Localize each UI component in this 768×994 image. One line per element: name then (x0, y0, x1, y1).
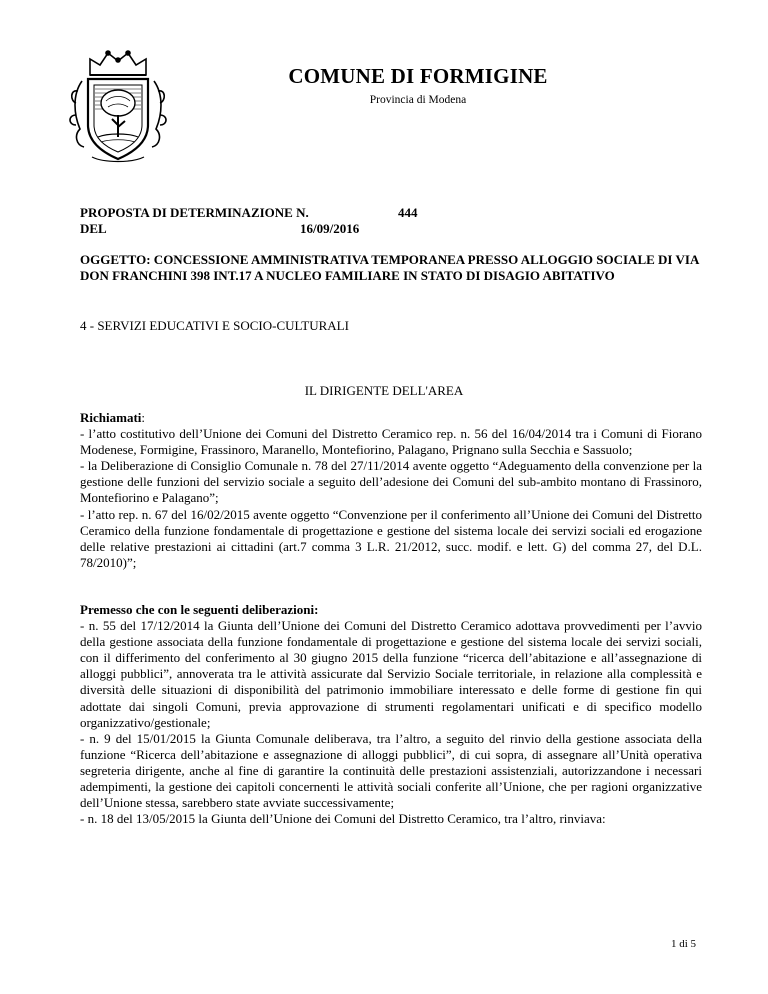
director-heading: IL DIRIGENTE DELL'AREA (304, 383, 464, 398)
premesso-heading: Premesso che con le seguenti deliberazioni: (80, 601, 319, 617)
province-subtitle: Provincia di Modena (369, 94, 467, 106)
paragraph: - n. 55 del 17/12/2014 la Giunta dell’Unione dei Comuni del Distretto Ceramico adottava provvedimenti per l’avvio della gestione associata della funzione fondamentale di progettazione e gestione del sistema locale dei servizi sociali, con il differimento del conferimento al 30 giugno 2015 della funzione “ricerca dell’abitazione e all’assegnazione di alloggi pubblici”, annoverata tra le attività assicurate dal Servizio Sociale territoriale, in relazione alla complessità e diversità delle situazioni di disponibilità del patrimonio immobiliare interessato e delle forme di gestione fin qui adottate dai singoli Comuni, previa approvazione di strumenti regolamentari unificati e di specifico modello organizzativo/gestionale; (80, 618, 702, 730)
coat-of-arms-logo (68, 45, 168, 165)
paragraph: - n. 9 del 15/01/2015 la Giunta Comunale deliberava, tra l’altro, a seguito del rinvio della gestione associata della funzione “Ricerca dell’abitazione e assegnazione di alloggi pubblici”, di cui sopra, di assegnare all’Unità operativa segreteria dirigente, anche al fine di garantire la continuità delle prestazioni assistenziali, autorizzandone i necessari adempimenti, la gestione dei capitoli concernenti le attività sociali conferite all’Unione, che per ragioni organizzative dell’Unione stessa, sarebbero state avviate successivamente; (80, 730, 702, 811)
date-label: DEL (80, 221, 107, 236)
proposal-number: 444 (398, 205, 418, 220)
paragraph: - n. 18 del 13/05/2015 la Giunta dell’Unione dei Comuni del Distretto Ceramico, tra l’altro, rinviava: (80, 811, 606, 827)
document-body: Richiamati: - l’atto costitutivo dell’Unione dei Comuni del Distretto Ceramico rep. n. 56 del 16/04/2014 tra i Comuni di Fiorano Modenese, Formigine, Frassinoro, Maranello, Montefiorino, Palagano, Prignano sulla Secchia e Sassuolo; - la Deliberazione di Consiglio Comunale n. 78 del 27/11/2014 avente oggetto “Adeguamento della convenzione per la gestione delle funzioni del servizio sociale a seguito dell’adesione dei Comuni del sub-ambito montano di Frassinoro, Montefiorino e Palagano”; - l’atto rep. n. 67 del 16/02/2015 avente oggetto “Convenzione per il conferimento all’Unione dei Comuni del Distretto Ceramico della funzione fondamentale di progettazione e gestione del sistema locale dei servizi sociali ed erogazione delle relative prestazioni ai cittadini (art.7 comma 3 L.R. 21/2012, succ. modif. e lett. G) del comma 27, del D.L. 78/2010)”; Premesso che con le seguenti deliberazioni: - n. 55 del 17/12/2014 la Giunta dell’Unione dei Comuni del Distretto Ceramico adottava provvedimenti per l’avvio della gestione associata della funzione fondamentale di progettazione e gestione del sistema locale dei servizi sociali, con il differimento del conferimento al 30 giugno 2015 della funzione “ricerca dell’abitazione e all’assegnazione di alloggi pubblici”, annoverata tra le attività assicurate dal Servizio Sociale territoriale, in relazione alla complessità e diversità delle situazioni di disponibilità del patrimonio immobiliare interessato e delle forme di gestione fin qui adottate dai singoli Comuni, previa approvazione di strumenti regolamentari unificati e di specifico modello organizzativo/gestionale; - n. 9 del 15/01/2015 la Giunta Comunale deliberava, tra l’altro, a seguito del rinvio della gestione associata della funzione “Ricerca dell’abitazione e assegnazione di alloggi pubblici”, di cui sopra, di assegnare all’Unità operativa segreteria dirigente, anche al fine di garantire la continuità delle prestazioni assistenziali, autorizzandone i necessari adempimenti, la gestione dei capitoli concernenti le attività sociali conferite all’Unione, che per ragioni organizzative dell’Unione stessa, sarebbero state avviate successivamente; - n. 18 del 13/05/2015 la Giunta dell’Unione dei Comuni del Distretto Ceramico, tra l’altro, rinviava: (80, 410, 702, 827)
paragraph: - la Deliberazione di Consiglio Comunale n. 78 del 27/11/2014 avente oggetto “Adeguamento della convenzione per la gestione delle funzioni del servizio sociale a seguito dell’adesione dei Comuni del sub-ambito montano di Frassinoro, Montefiorino e Palagano”; (80, 458, 702, 506)
richiamati-heading: Richiamati (80, 410, 142, 425)
paragraph: - l’atto costitutivo dell’Unione dei Comuni del Distretto Ceramico rep. n. 56 del 16/04/2014 tra i Comuni di Fiorano Modenese, Formigine, Frassinoro, Maranello, Montefiorino, Palagano, Prignano sulla Secchia e Sassuolo; (80, 426, 702, 458)
page-number: 1 di 5 (670, 938, 696, 950)
proposal-date: 16/09/2016 (300, 221, 360, 236)
proposal-block (80, 205, 418, 237)
department-label: 4 - SERVIZI EDUCATIVI E SOCIO-CULTURALI (80, 318, 349, 333)
proposal-label: PROPOSTA DI DETERMINAZIONE N. (80, 205, 309, 220)
subject-heading: OGGETTO: CONCESSIONE AMMINISTRATIVA TEMPORANEA PRESSO ALLOGGIO SOCIALE DI VIA DON FRANCHINI 398 INT.17 A NUCLEO FAMILIARE IN STATO DI DISAGIO ABITATIVO (80, 252, 699, 283)
municipality-title: COMUNE DI FORMIGINE (288, 64, 548, 88)
paragraph: - l’atto rep. n. 67 del 16/02/2015 avente oggetto “Convenzione per il conferimento all’Unione dei Comuni del Distretto Ceramico della funzione fondamentale di progettazione e gestione del sistema locale dei servizi sociali ed erogazione delle relative prestazioni ai cittadini (art.7 comma 3 L.R. 21/2012, succ. modif. e lett. G) del comma 27, del D.L. 78/2010)”; (80, 506, 702, 570)
